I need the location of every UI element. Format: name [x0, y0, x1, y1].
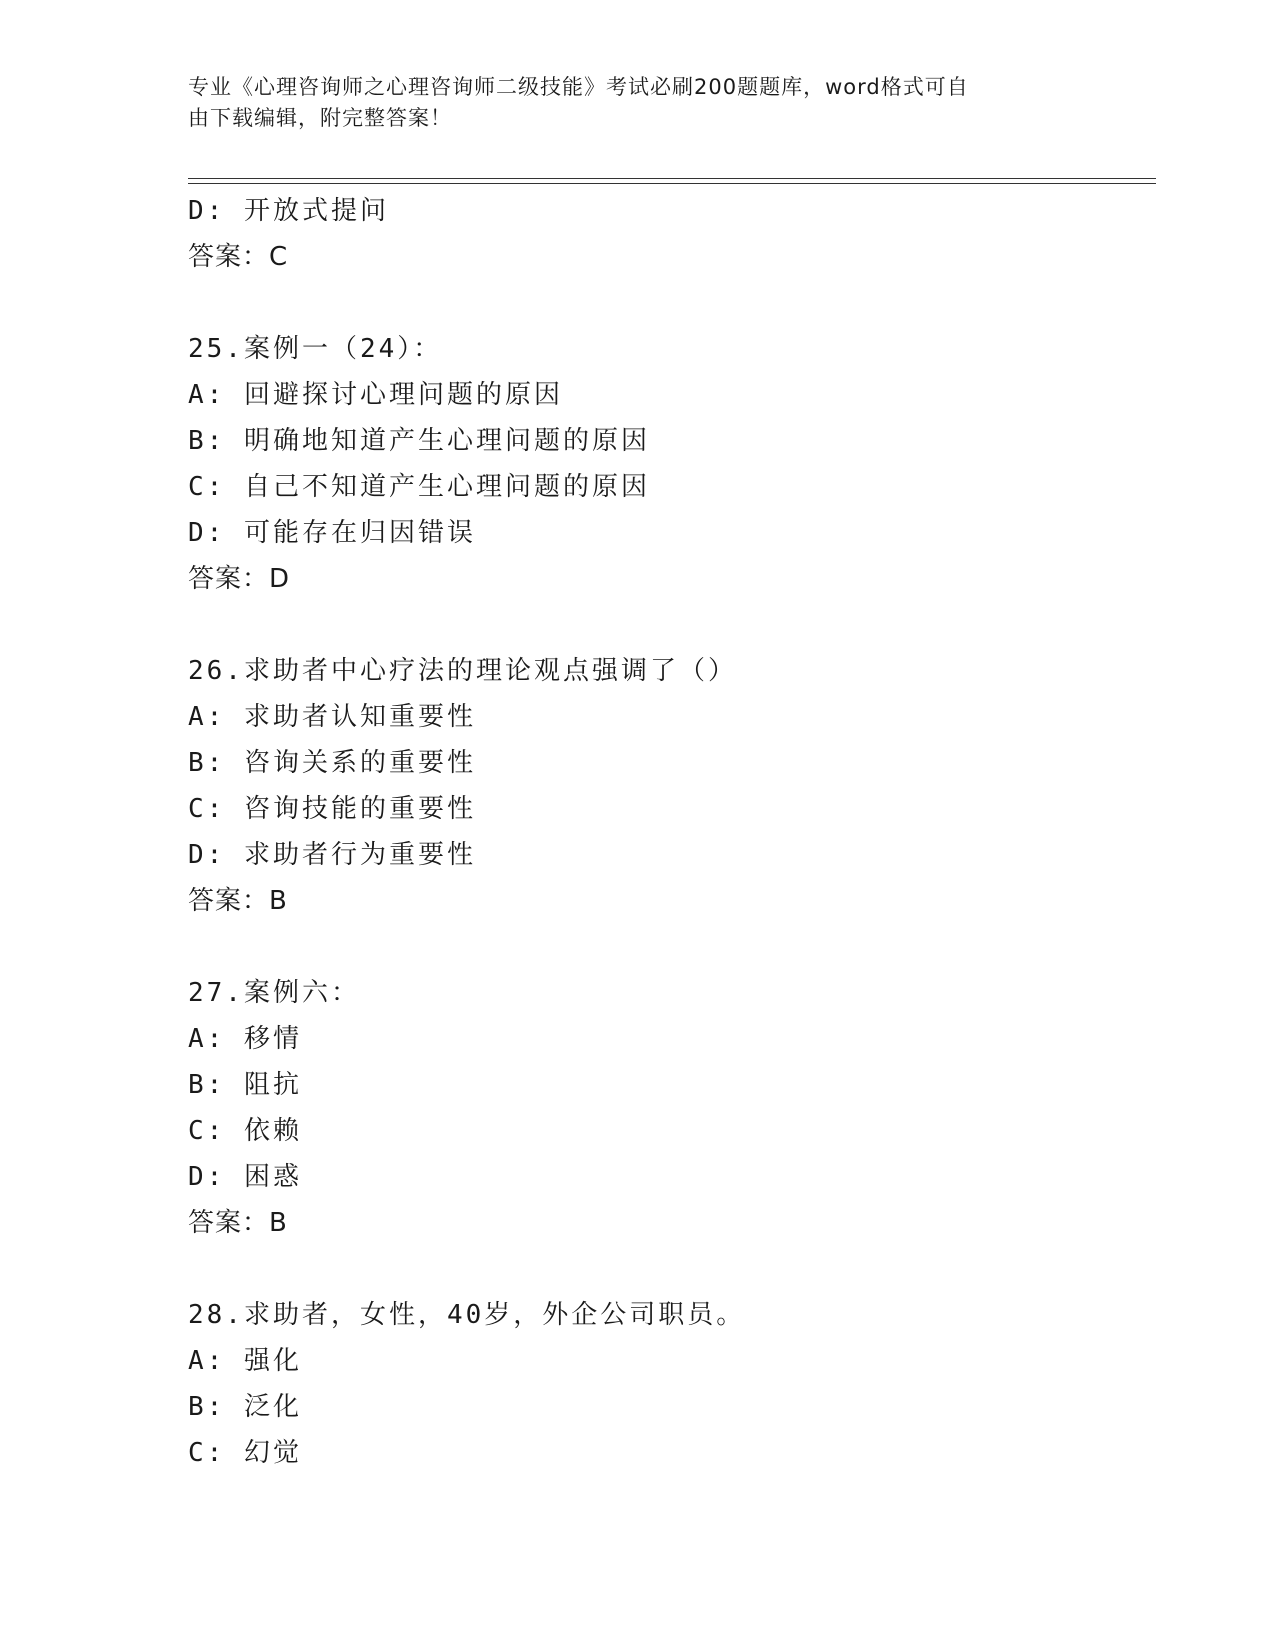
option-a: A: 回避探讨心理问题的原因 — [188, 380, 563, 410]
option-d: D: 困惑 — [188, 1162, 302, 1192]
option-c: C: 自己不知道产生心理问题的原因 — [188, 472, 650, 502]
question-27 — [188, 970, 1148, 1246]
question-25 — [188, 326, 1148, 602]
header-line-2: 由下载编辑，附完整答案！ — [188, 106, 452, 130]
option-c: C: 咨询技能的重要性 — [188, 794, 476, 824]
question-28 — [188, 1292, 1148, 1476]
answer-line: 答案：B — [188, 1208, 288, 1238]
option-d: D: 开放式提问 — [188, 196, 389, 226]
answer-line: 答案：B — [188, 886, 288, 916]
option-a: A: 求助者认知重要性 — [188, 702, 476, 732]
document-header — [188, 72, 1068, 134]
option-b: B: 阻抗 — [188, 1070, 302, 1100]
option-d: D: 求助者行为重要性 — [188, 840, 476, 870]
answer-line: 答案：D — [188, 564, 291, 594]
option-b: B: 明确地知道产生心理问题的原因 — [188, 426, 650, 456]
option-c: C: 幻觉 — [188, 1438, 302, 1468]
question-26 — [188, 648, 1148, 924]
option-a: A: 移情 — [188, 1024, 302, 1054]
header-divider-top — [188, 178, 1156, 179]
option-d: D: 可能存在归因错误 — [188, 518, 476, 548]
option-c: C: 依赖 — [188, 1116, 302, 1146]
question-list — [188, 188, 1148, 1476]
question-stem: 27.案例六： — [188, 978, 360, 1008]
option-a: A: 强化 — [188, 1346, 302, 1376]
header-divider-bottom — [188, 183, 1156, 184]
option-b: B: 泛化 — [188, 1392, 302, 1422]
answer-line: 答案：C — [188, 242, 289, 272]
option-b: B: 咨询关系的重要性 — [188, 748, 476, 778]
question-stem: 26.求助者中心疗法的理论观点强调了（） — [188, 656, 737, 686]
question-stem: 28.求助者，女性，40岁，外企公司职员。 — [188, 1300, 746, 1330]
header-line-1: 专业《心理咨询师之心理咨询师二级技能》考试必刷200题题库，word格式可自 — [188, 75, 969, 99]
question-stem: 25.案例一（24）： — [188, 334, 443, 364]
